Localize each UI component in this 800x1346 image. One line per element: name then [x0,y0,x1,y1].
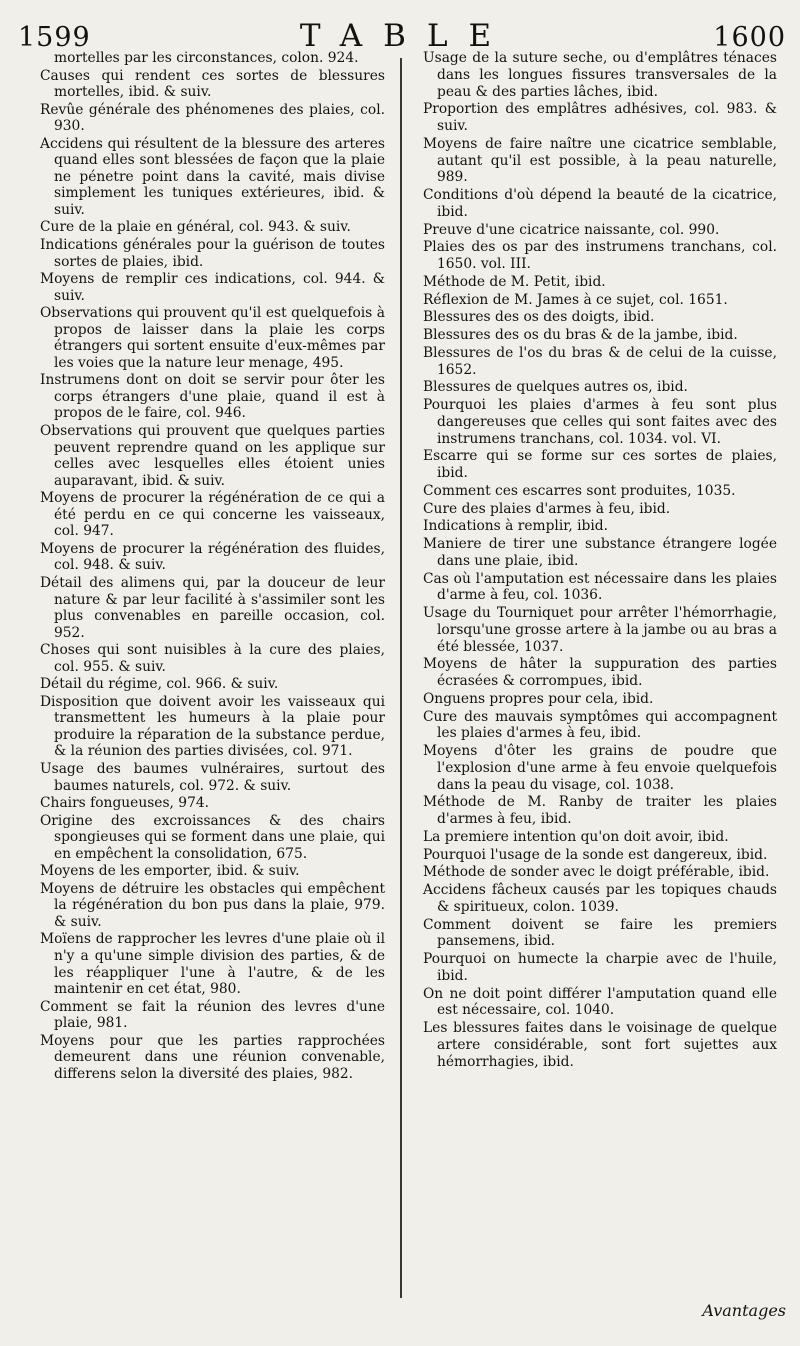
index-entry: Cure de la plaie en général, col. 943. & suiv. [40,219,351,236]
catchword: Avantages [702,1301,786,1320]
index-entry: Preuve d'une cicatrice naissante, col. 990. [423,221,720,238]
index-entry: La premiere intention qu'on doit avoir, ibid. [423,828,729,845]
index-entry: Détail du régime, col. 966. & suiv. [40,676,279,693]
index-entry: Blessures des os des doigts, ibid. [423,309,655,326]
index-entry: Moyens de hâter la suppuration des parties écrasées & corrompues, ibid. [423,656,777,689]
index-entry: Pourquoi on humecte la charpie avec de l'huile, ibid. [423,951,777,984]
index-entry: Plaies des os par des instrumens tranchans, col. 1650. vol. III. [423,239,777,272]
index-entry: Moyens de faire naître une cicatrice semblable, autant qu'il est possible, à la peau naturelle, 989. [423,135,777,186]
index-entry: Observations qui prouvent qu'il est quelquefois à propos de laisser dans la plaie les corps étrangers qui sortent ensuite d'eux-mêmes par les voies que la nature leur menage, 495. [40,305,385,371]
index-entry: Onguens propres pour cela, ibid. [423,690,654,707]
index-entry: Conditions d'où dépend la beauté de la cicatrice, ibid. [423,187,777,220]
index-entry: Choses qui sont nuisibles à la cure des plaies, col. 955. & suiv. [40,642,385,675]
index-entry: Revûe générale des phénomenes des plaies, col. 930. [40,101,385,135]
index-entry: Moyens de procurer la régénération de ce qui a été perdu en ce qui concerne les vaisseaux, col. 947. [40,490,385,540]
index-entry: Comment doivent se faire les premiers pansemens, ibid. [423,916,777,950]
index-entry: Comment ces escarres sont produites, 1035. [423,482,736,499]
index-entry: Accidens fâcheux causés par les topiques chauds & spiritueux, colon. 1039. [423,882,777,915]
right-column [423,50,777,1071]
index-entry: Moyens de procurer la régénération des fluides, col. 948. & suiv. [40,540,385,574]
page-number-right: 1600 [713,22,786,53]
index-entry: Usage du Tourniquet pour arrêter l'hémorrhagie, lorsqu'une grosse artere à la jambe ou au bras a été blessée, 1037. [423,605,777,655]
index-entry: Blessures de quelques autres os, ibid. [423,379,688,396]
index-entry: Chairs fongueuses, 974. [40,795,210,812]
index-entry: Causes qui rendent ces sortes de blessures mortelles, ibid. & suiv. [40,67,385,101]
index-entry: Indications générales pour la guérison de toutes sortes de plaies, ibid. [40,237,385,270]
index-entry: Instrumens dont on doit se servir pour ôter les corps étrangers d'une plaie, quand il est à propos de le faire, col. 946. [40,372,385,422]
index-entry: Cure des mauvais symptômes qui accompagnent les plaies d'armes à feu, ibid. [423,708,777,742]
column-divider [400,58,402,1298]
index-entry: Usage de la suture seche, ou d'emplâtres ténaces dans les longues fissures transversales de la peau & des parties lâches, ibid. [423,50,777,100]
index-entry: Cas où l'amputation est nécessaire dans les plaies d'arme à feu, col. 1036. [423,570,777,604]
index-entry: Cure des plaies d'armes à feu, ibid. [423,500,671,517]
index-entry: Moyens d'ôter les grains de poudre que l'explosion d'une arme à feu envoie quelquefois dans la peau du visage, col. 1038. [423,743,777,793]
index-entry: Moïens de rapprocher les levres d'une plaie où il n'y a qu'une simple division des parties, & de les réappliquer l'une à l'autre, & de les maintenir en cet état, 980. [40,931,385,998]
index-entry: Moyens pour que les parties rapprochées demeurent dans une réunion convenable, differens selon la diversité des plaies, 982. [40,1032,385,1082]
index-entry: Pourquoi les plaies d'armes à feu sont plus dangereuses que celles qui sont faites avec des instrumens tranchans, col. 1034. vol. VI. [423,397,777,447]
index-entry: Escarre qui se forme sur ces sortes de plaies, ibid. [423,448,777,481]
index-entry: Pourquoi l'usage de la sonde est dangereux, ibid. [423,846,768,863]
index-entry: On ne doit point différer l'amputation quand elle est nécessaire, col. 1040. [423,985,777,1019]
index-entry: Réflexion de M. James à ce sujet, col. 1651. [423,291,728,308]
index-entry: Maniere de tirer une substance étrangere logée dans une plaie, ibid. [423,536,777,569]
page-number-left: 1599 [18,22,91,53]
index-entry: Méthode de M. Ranby de traiter les plaies d'armes à feu, ibid. [423,794,777,827]
index-entry: Blessures de l'os du bras & de celui de la cuisse, 1652. [423,344,777,378]
left-column [40,50,385,1083]
index-entry: Moyens de détruire les obstacles qui empêchent la régénération du bon pus dans la plaie, 979. & suiv. [40,880,385,930]
index-entry: Détail des alimens qui, par la douceur de leur nature & par leur facilité à s'assimiler sont les plus convenables en pareille occasion, col. 952. [40,574,385,641]
index-entry: Comment se fait la réunion des levres d'une plaie, 981. [40,998,385,1032]
index-entry: Blessures des os du bras & de la jambe, ibid. [423,327,738,343]
index-entry: Moyens de les emporter, ibid. & suiv. [40,863,300,880]
index-entry: Usage des baumes vulnéraires, surtout des baumes naturels, col. 972. & suiv. [40,760,385,794]
index-entry: Origine des excroissances & des chairs spongieuses qui se forment dans une plaie, qui en empêchent la consolidation, 675. [40,812,385,862]
index-entry: Observations qui prouvent que quelques parties peuvent reprendre quand on les applique sur celles avec lesquelles elles étoient unies auparavant, ibid. & suiv. [40,423,385,489]
index-entry: Les blessures faites dans le voisinage de quelque artere considérable, sont fort sujettes aux hémorrhagies, ibid. [423,1020,777,1070]
index-entry: Méthode de M. Petit, ibid. [423,273,606,290]
index-entry: Accidens qui résultent de la blessure des arteres quand elles sont blessées de façon que la plaie ne pénetre point dans la cavité, mais divise simplement les tuniques extérieures, ibid. & suiv. [40,135,385,218]
index-entry: Méthode de sonder avec le doigt préférable, ibid. [423,864,770,881]
index-entry: Disposition que doivent avoir les vaisseaux qui transmettent les humeurs à la plaie pour produire la réparation de la substance perdue, & la réunion des parties divisées, col. 971. [40,693,385,760]
index-entry: Moyens de remplir ces indications, col. 944. & suiv. [40,271,385,304]
running-title: TABLE [299,18,513,54]
index-entry: mortelles par les circonstances, colon. 924. [54,50,359,66]
index-entry: Indications à remplir, ibid. [423,518,608,535]
index-entry: Proportion des emplâtres adhésives, col. 983. & suiv. [423,101,777,134]
